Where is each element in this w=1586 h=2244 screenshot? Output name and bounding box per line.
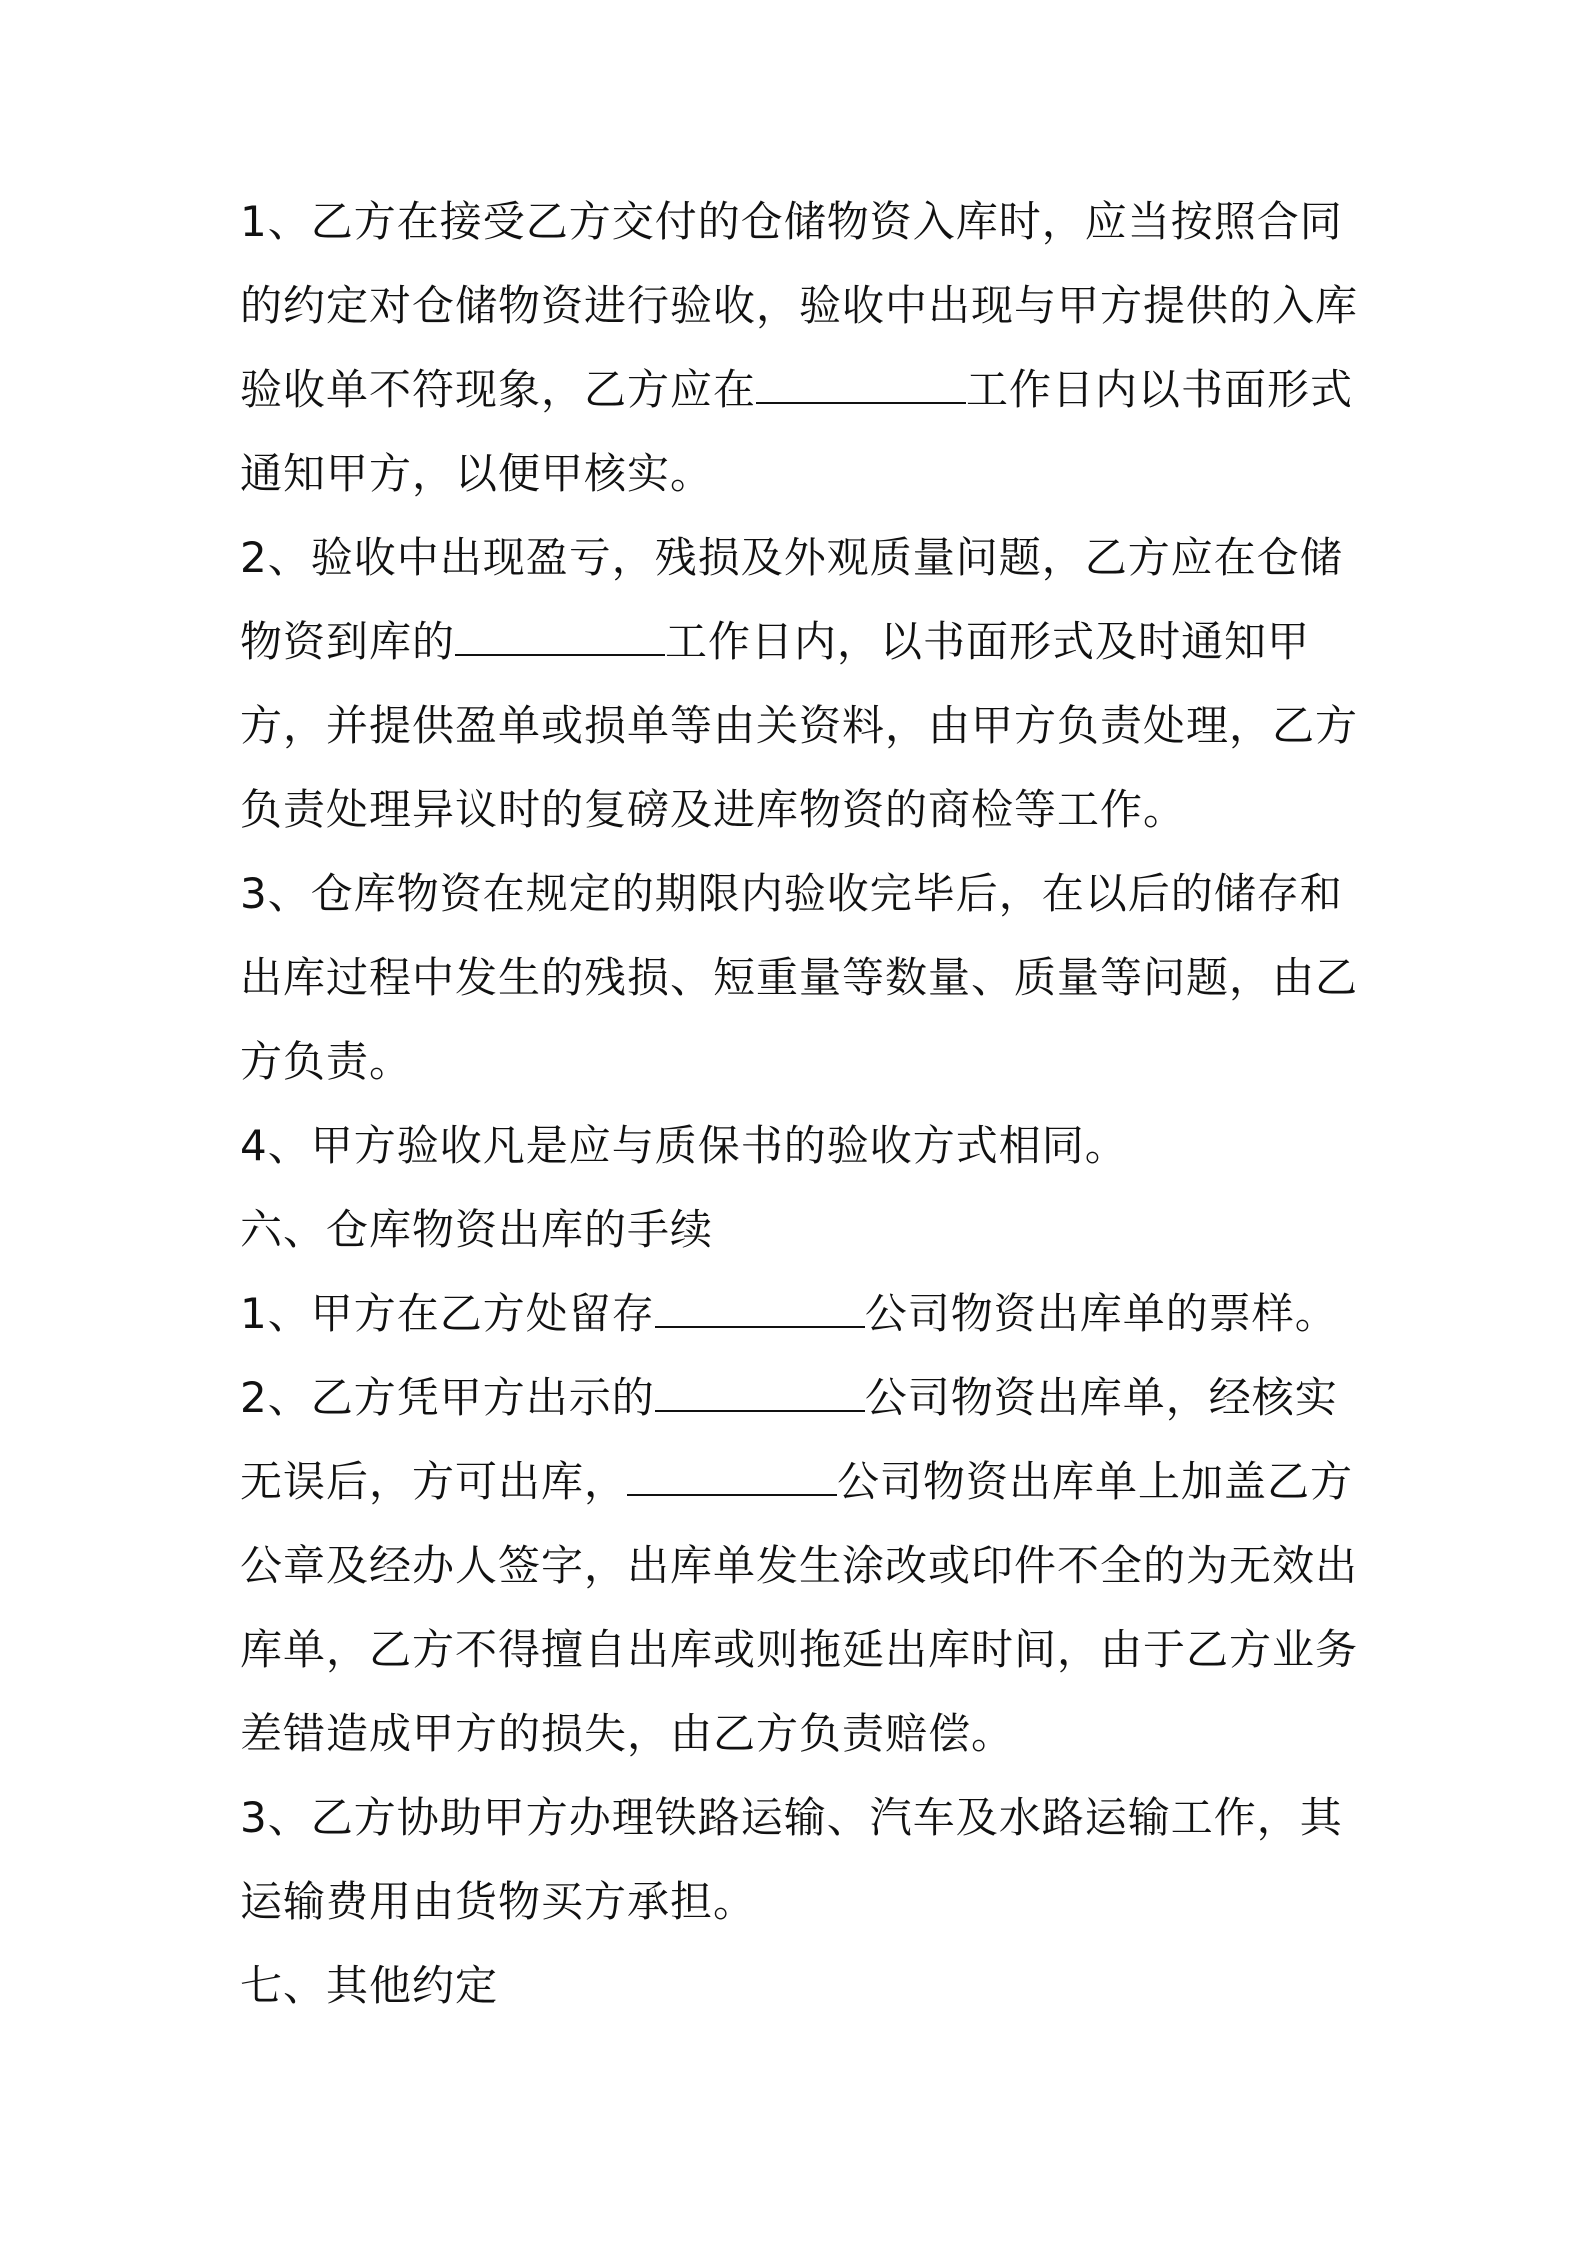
clause-6-2 [240,1356,1360,1776]
clause-text: 2、乙方凭甲方出示的 [240,1373,655,1422]
fill-blank[interactable] [627,1454,837,1496]
section-heading-7 [240,1944,1360,2028]
clause-5-1 [240,180,1360,516]
fill-blank[interactable] [655,1370,865,1412]
clause-text: 3、乙方协助甲方办理铁路运输、汽车及水路运输工作，其运输费用由货物买方承担。 [240,1793,1343,1926]
clause-text: 1、甲方在乙方处留存 [240,1289,655,1338]
clause-text: 公司物资出库单上加盖乙方公章及经办人签字，出库单发生涂改或印件不全的为无效出库单，乙方不得擅自出库或则拖延出库时间，由于乙方业务差错造成甲方的损失，由乙方负责赔偿。 [240,1457,1359,1758]
clause-text: 1、乙方在接受乙方交付的仓储物资入库时，应当按照合同的约定对仓储物资进行验收，验收中出现与甲方提供的入库验收单不符现象，乙方应在 [240,197,1359,414]
clause-5-4 [240,1104,1360,1188]
section-heading-6 [240,1188,1360,1272]
clause-text: 公司物资出库单，经核实无误后，方可出库， [240,1373,1338,1506]
fill-blank[interactable] [655,1286,865,1328]
clause-text: 工作日内，以书面形式及时通知甲方，并提供盈单或损单等由关资料，由甲方负责处理，乙方负责处理异议时的复磅及进库物资的商检等工作。 [240,617,1359,834]
clause-text: 2、验收中出现盈亏，残损及外观质量问题，乙方应在仓储物资到库的 [240,533,1343,666]
clause-text: 工作日内以书面形式通知甲方，以便甲核实。 [240,365,1354,498]
clause-text: 3、仓库物资在规定的期限内验收完毕后，在以后的储存和出库过程中发生的残损、短重量等数量、质量等问题，由乙方负责。 [240,869,1359,1086]
clause-text: 4、甲方验收凡是应与质保书的验收方式相同。 [240,1121,1128,1170]
fill-blank[interactable] [756,362,966,404]
document-page [240,180,1360,2028]
clause-5-2 [240,516,1360,852]
section-title: 六、仓库物资出库的手续 [240,1205,714,1254]
clause-text: 公司物资出库单的票样。 [864,1289,1338,1338]
section-title: 七、其他约定 [240,1961,499,2010]
clause-5-3 [240,852,1360,1104]
clause-6-1 [240,1272,1360,1356]
fill-blank[interactable] [455,614,665,656]
clause-6-3 [240,1776,1360,1944]
